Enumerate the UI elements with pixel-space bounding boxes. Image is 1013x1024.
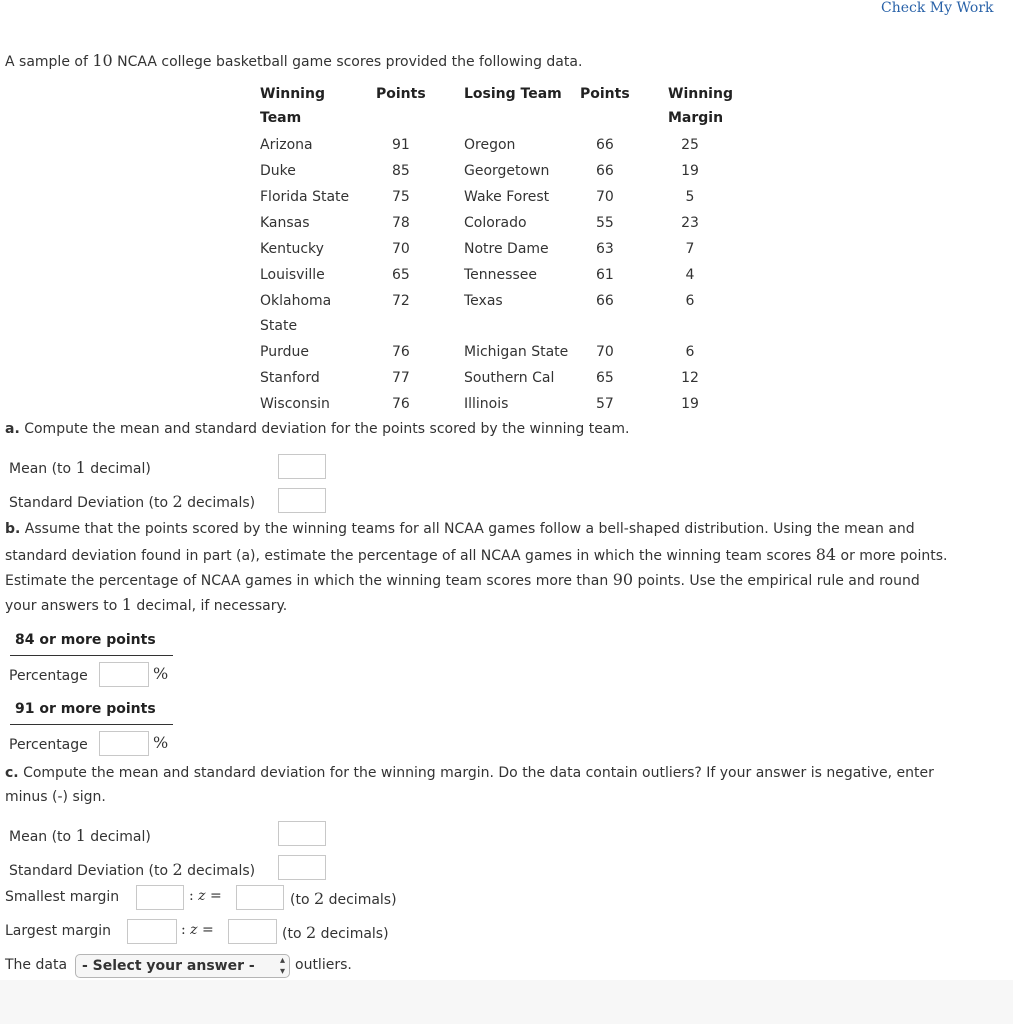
part-b-letter: b. [5,521,21,537]
equals: = [197,922,214,938]
part-b-line3-n: 90 [612,570,634,589]
colon: : [189,888,199,904]
part-b-pct2-input[interactable] [99,731,149,756]
part-b-line-4 [5,595,287,614]
table-row-9-lp: 65 [596,370,614,386]
part-a-mean-post: decimal) [85,461,151,477]
part-a-text: Compute the mean and standard deviation for the points scored by the winning team. [19,421,630,437]
table-row-1-wp: 91 [392,137,410,153]
table-row-10-wp: 76 [392,396,410,412]
table-row-6-wp: 65 [392,267,410,283]
largest-z-label [181,922,214,938]
z-symbol: z [190,922,198,938]
part-b-pct1-input[interactable] [99,662,149,687]
to-n: 2 [305,923,317,942]
table-row-5-win: Kentucky [260,241,324,257]
the-data-label: The data [5,957,68,973]
table-row-2-margin: 19 [681,163,699,179]
part-a-prompt [5,421,629,437]
part-b-heading-84: 84 or more points [15,632,156,648]
table-row-2-lose: Georgetown [464,163,550,179]
part-a-mean-label [9,458,151,477]
smallest-margin-input[interactable] [136,885,184,910]
part-c-sd-n: 2 [172,860,183,879]
part-c-sd-pre: Standard Deviation (to [9,863,173,879]
table-row-6-lp: 61 [596,267,614,283]
part-b-line1-text: Assume that the points scored by the winning teams for all NCAA games follow a bell-shaped distribution. Using the mean and [20,521,915,537]
table-row-7-wp: 72 [392,293,410,309]
part-c-line1-text: Compute the mean and standard deviation for the winning margin. Do the data contain outliers? If your answer is negative, enter [18,765,934,781]
part-c-line-1 [5,765,934,781]
header-points-2: Points [580,86,630,102]
table-row-8-lose: Michigan State [464,344,569,360]
intro-pre: A sample of [5,54,93,70]
to-n: 2 [313,889,325,908]
part-a-sd-n: 2 [172,492,183,511]
smallest-margin-label: Smallest margin [5,889,120,905]
table-row-10-win: Wisconsin [260,396,330,412]
table-row-1-win: Arizona [260,137,313,153]
table-row-7-win: Oklahoma [260,293,332,309]
table-row-5-margin: 7 [685,241,695,257]
part-a-mean-input[interactable] [278,454,326,479]
header-margin-1: Winning [668,86,733,102]
percent-sign: % [153,664,169,683]
table-row-2-wp: 85 [392,163,410,179]
table-row-9-wp: 77 [392,370,410,386]
table-row-5-lose: Notre Dame [464,241,549,257]
part-b-line3-post: points. Use the empirical rule and round [633,573,920,589]
table-row-8-lp: 70 [596,344,614,360]
divider [10,724,173,725]
part-c-line-2: minus (-) sign. [5,789,106,805]
smallest-z-input[interactable] [236,885,284,910]
table-row-4-win: Kansas [260,215,310,231]
table-row-8-wp: 76 [392,344,410,360]
part-b-line3-pre: Estimate the percentage of NCAA games in which the winning team scores more than [5,573,613,589]
part-a-sd-input[interactable] [278,488,326,513]
equals: = [205,888,222,904]
table-row-6-lose: Tennessee [464,267,537,283]
header-margin-2: Margin [668,110,724,126]
part-b-line4-post: decimal, if necessary. [131,598,288,614]
largest-margin-label: Largest margin [5,923,111,939]
part-b-line-3 [5,570,920,589]
footer-band [0,980,1013,1024]
part-a-mean-n: 1 [75,458,86,477]
to-post: decimals) [316,926,389,942]
part-b-heading-91: 91 or more points [15,701,156,717]
table-row-2-win: Duke [260,163,296,179]
table-row-4-lp: 55 [596,215,614,231]
table-row-6-win: Louisville [260,267,325,283]
table-row-7-win-line2: State [260,318,298,334]
table-row-10-lp: 57 [596,396,614,412]
part-a-sd-label [9,492,255,511]
header-points: Points [376,86,426,102]
table-row-4-lose: Colorado [464,215,527,231]
table-row-9-lose: Southern Cal [464,370,555,386]
table-row-8-win: Purdue [260,344,309,360]
table-row-5-lp: 63 [596,241,614,257]
outliers-select[interactable] [75,954,290,978]
table-row-9-margin: 12 [681,370,699,386]
part-c-sd-input[interactable] [278,855,326,880]
table-row-1-margin: 25 [681,137,699,153]
part-b-line2-post: or more points. [836,548,948,564]
smallest-z-label [189,888,222,904]
table-row-3-wp: 75 [392,189,410,205]
percent-sign: % [153,733,169,752]
part-a-mean-pre: Mean (to [9,461,76,477]
header-losing-team: Losing Team [464,86,562,102]
table-row-1-lp: 66 [596,137,614,153]
part-b-line2-pre: standard deviation found in part (a), estimate the percentage of all NCAA games in which the winning team scores [5,548,816,564]
part-a-sd-post: decimals) [182,495,256,511]
smallest-z-precision [290,889,397,908]
largest-margin-input[interactable] [127,919,177,944]
part-c-mean-pre: Mean (to [9,829,76,845]
header-winning-team-1: Winning [260,86,325,102]
table-row-8-margin: 6 [685,344,695,360]
table-row-4-margin: 23 [681,215,699,231]
part-b-pct1-label: Percentage [9,668,88,684]
part-a-sd-pre: Standard Deviation (to [9,495,173,511]
divider [10,655,173,656]
largest-z-precision [282,923,389,942]
to-pre: (to [290,892,314,908]
table-row-9-win: Stanford [260,370,320,386]
table-row-10-lose: Illinois [464,396,509,412]
updown-chevron-icon: ▴ ▾ [279,955,285,977]
to-post: decimals) [324,892,397,908]
intro-post: NCAA college basketball game scores provided the following data. [112,54,583,70]
part-c-sd-label [9,860,255,879]
part-b-line-2 [5,545,947,564]
largest-z-input[interactable] [228,919,277,944]
table-row-3-win: Florida State [260,189,350,205]
table-row-5-wp: 70 [392,241,410,257]
table-row-3-margin: 5 [685,189,695,205]
part-c-sd-post: decimals) [182,863,256,879]
table-row-3-lose: Wake Forest [464,189,550,205]
part-c-mean-n: 1 [75,826,86,845]
colon: : [181,922,191,938]
table-row-1-lose: Oregon [464,137,516,153]
header-winning-team-2: Team [260,110,302,126]
table-row-6-margin: 4 [685,267,695,283]
part-a-letter: a. [5,421,20,437]
table-row-7-lp: 66 [596,293,614,309]
part-b-line2-n: 84 [815,545,837,564]
part-b-pct2-label: Percentage [9,737,88,753]
part-c-mean-label [9,826,151,845]
table-row-10-margin: 19 [681,396,699,412]
table-row-4-wp: 78 [392,215,410,231]
z-symbol: z [198,888,206,904]
outliers-select-value: - Select your answer - [82,958,255,974]
part-b-line4-n: 1 [121,595,132,614]
to-pre: (to [282,926,306,942]
part-b-line-1 [5,521,915,537]
part-c-mean-post: decimal) [85,829,151,845]
check-my-work-link[interactable]: Check My Work [881,0,994,16]
table-row-7-lose: Texas [464,293,503,309]
table-row-3-lp: 70 [596,189,614,205]
intro-text [5,51,582,70]
intro-n: 10 [92,51,113,70]
table-row-2-lp: 66 [596,163,614,179]
outliers-suffix: outliers. [295,957,352,973]
part-c-letter: c. [5,765,19,781]
part-b-line4-pre: your answers to [5,598,122,614]
part-c-mean-input[interactable] [278,821,326,846]
table-row-7-margin: 6 [685,293,695,309]
